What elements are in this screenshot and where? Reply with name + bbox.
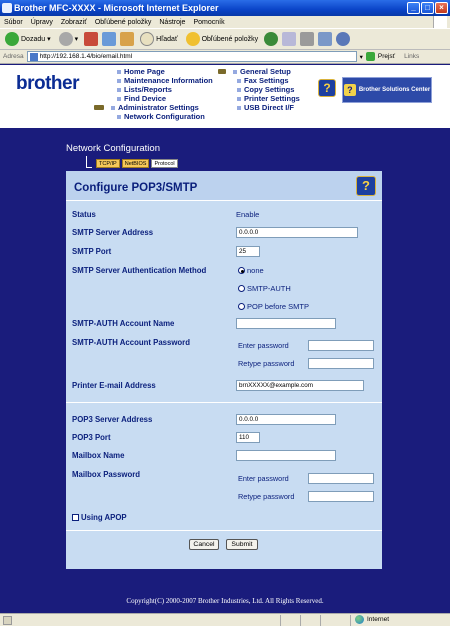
smtp-auth-retype-input[interactable] bbox=[308, 358, 374, 369]
mailbox-name-label: Mailbox Name bbox=[72, 451, 125, 460]
solutions-center-button[interactable] bbox=[342, 77, 432, 103]
nav-label: Maintenance Information bbox=[124, 76, 213, 85]
smtp-auth-name-label: SMTP-AUTH Account Name bbox=[72, 319, 175, 328]
radio-label: POP before SMTP bbox=[247, 302, 309, 311]
search-label: Hľadať bbox=[156, 35, 178, 43]
star-icon bbox=[186, 32, 200, 46]
nav-general-setup[interactable] bbox=[218, 67, 300, 76]
cancel-button[interactable]: Cancel bbox=[189, 539, 219, 550]
printer-email-label: Printer E-mail Address bbox=[72, 381, 156, 390]
nav-copy-settings[interactable] bbox=[237, 85, 300, 94]
tab-netbios[interactable]: NetBIOS bbox=[122, 159, 150, 168]
nav-label: General Setup bbox=[240, 67, 291, 76]
window-titlebar bbox=[0, 0, 450, 16]
nav-label: Network Configuration bbox=[124, 112, 205, 121]
radio-label: none bbox=[247, 266, 264, 275]
history-icon[interactable] bbox=[264, 32, 278, 46]
nav-label: Fax Settings bbox=[244, 76, 289, 85]
search-icon bbox=[140, 32, 154, 46]
copyright-text: Copyright(C) 2000-2007 Brother Industries, Ltd. All Rights Reserved. bbox=[126, 597, 324, 605]
pop3-smtp-panel bbox=[66, 171, 382, 569]
bullet-icon bbox=[237, 79, 241, 83]
smtp-port-input[interactable]: 25 bbox=[236, 246, 260, 257]
radio-icon bbox=[238, 285, 245, 292]
smtp-port-label: SMTP Port bbox=[72, 247, 112, 256]
section-divider bbox=[66, 530, 382, 531]
go-button[interactable]: Prejsť bbox=[377, 53, 396, 60]
globe-icon bbox=[355, 615, 364, 624]
bullet-icon bbox=[117, 115, 121, 119]
nav-left bbox=[117, 67, 213, 121]
links-button[interactable]: Links bbox=[404, 53, 420, 60]
web-content bbox=[0, 65, 450, 613]
page-status-icon bbox=[3, 616, 12, 625]
smtp-auth-password-input[interactable] bbox=[308, 340, 374, 351]
smtp-auth-password-label: SMTP-AUTH Account Password bbox=[72, 338, 190, 347]
favorites-button[interactable] bbox=[184, 30, 261, 48]
bullet-icon bbox=[111, 106, 115, 110]
refresh-icon[interactable] bbox=[102, 32, 116, 46]
bullet-icon bbox=[117, 70, 121, 74]
back-button[interactable] bbox=[3, 30, 53, 48]
messenger-icon[interactable] bbox=[336, 32, 350, 46]
radio-label: SMTP-AUTH bbox=[247, 284, 291, 293]
nav-label: Home Page bbox=[124, 67, 165, 76]
nav-label: USB Direct I/F bbox=[244, 103, 295, 112]
forward-arrow-icon bbox=[59, 32, 73, 46]
back-label: Dozadu bbox=[21, 35, 46, 43]
pop3-port-input[interactable]: 110 bbox=[236, 432, 260, 443]
nav-administrator-settings[interactable] bbox=[94, 103, 213, 112]
section-divider bbox=[66, 402, 382, 403]
bullet-icon bbox=[237, 88, 241, 92]
arrow-right-icon bbox=[94, 105, 104, 110]
mailbox-password-label: Mailbox Password bbox=[72, 470, 141, 479]
menu-view[interactable]: Zobraziť bbox=[60, 18, 87, 26]
smtp-server-input[interactable]: 0.0.0.0 bbox=[236, 227, 358, 238]
auth-none-radio[interactable] bbox=[238, 266, 264, 275]
retype-password-label: Retype password bbox=[238, 359, 295, 368]
back-arrow-icon bbox=[5, 32, 19, 46]
stop-icon[interactable] bbox=[84, 32, 98, 46]
go-arrow-icon[interactable] bbox=[366, 52, 375, 61]
pop3-port-label: POP3 Port bbox=[72, 433, 111, 442]
chevron-down-icon[interactable]: ▾ bbox=[74, 36, 79, 43]
maximize-button[interactable]: □ bbox=[421, 2, 434, 14]
auth-method-label: SMTP Server Authentication Method bbox=[72, 266, 207, 275]
checkbox-icon bbox=[72, 514, 79, 521]
printer-email-input[interactable]: brnXXXXX@example.com bbox=[236, 380, 364, 391]
smtp-server-label: SMTP Server Address bbox=[72, 228, 154, 237]
address-bar bbox=[0, 50, 450, 64]
panel-header bbox=[66, 171, 382, 201]
mailbox-name-input[interactable] bbox=[236, 450, 336, 461]
menu-tools[interactable]: Nástroje bbox=[159, 18, 186, 26]
tab-protocol[interactable]: Protocol bbox=[151, 159, 177, 168]
status-cell bbox=[320, 615, 321, 626]
smtp-auth-name-input[interactable] bbox=[236, 318, 336, 329]
nav-home-page[interactable] bbox=[117, 67, 213, 76]
chevron-down-icon[interactable]: ▾ bbox=[359, 53, 363, 61]
radio-icon bbox=[238, 303, 245, 310]
mail-icon[interactable] bbox=[282, 32, 296, 46]
home-icon[interactable] bbox=[120, 32, 134, 46]
using-apop-checkbox[interactable] bbox=[72, 513, 127, 522]
bullet-icon bbox=[237, 97, 241, 101]
nav-network-configuration[interactable] bbox=[117, 112, 213, 121]
nav-usb-direct-if[interactable] bbox=[237, 103, 300, 112]
nav-label: Lists/Reports bbox=[124, 85, 172, 94]
forward-button[interactable] bbox=[57, 30, 81, 48]
panel-title: Configure POP3/SMTP bbox=[74, 182, 198, 194]
enter-password-label: Enter password bbox=[238, 474, 289, 483]
nav-maintenance-information[interactable] bbox=[117, 76, 213, 85]
bullet-icon bbox=[237, 106, 241, 110]
bullet-icon bbox=[117, 88, 121, 92]
help-icon[interactable]: ? bbox=[318, 79, 336, 97]
ie-icon bbox=[2, 3, 12, 13]
solutions-label: Brother Solutions Center bbox=[358, 87, 431, 93]
chevron-down-icon[interactable]: ▾ bbox=[47, 36, 51, 43]
menu-file[interactable]: Súbor bbox=[4, 18, 23, 26]
windows-logo-icon bbox=[433, 16, 447, 28]
status-label: Status bbox=[72, 210, 96, 219]
status-cell bbox=[350, 615, 351, 626]
nav-find-device[interactable] bbox=[117, 94, 213, 103]
status-bar bbox=[0, 613, 450, 626]
auth-pop-before-smtp-radio[interactable] bbox=[238, 302, 309, 311]
status-cell bbox=[280, 615, 281, 626]
nav-label: Copy Settings bbox=[244, 85, 295, 94]
tab-tcp-ip[interactable]: TCP/IP bbox=[96, 159, 120, 168]
radio-selected-icon bbox=[238, 267, 245, 274]
zone-label: Internet bbox=[367, 616, 390, 623]
retype-password-label: Retype password bbox=[238, 492, 295, 501]
protocol-tabs bbox=[96, 159, 178, 168]
bullet-icon bbox=[117, 97, 121, 101]
menu-help[interactable]: Pomocník bbox=[193, 18, 225, 26]
edit-icon[interactable] bbox=[318, 32, 332, 46]
nav-label: Find Device bbox=[124, 94, 167, 103]
arrow-right-icon bbox=[218, 69, 226, 74]
favorites-label: Obľúbené položky bbox=[201, 35, 259, 43]
address-label: Adresa bbox=[3, 53, 24, 60]
browser-toolbar bbox=[0, 28, 450, 50]
page-title: Network Configuration bbox=[66, 143, 160, 154]
pop3-server-label: POP3 Server Address bbox=[72, 415, 153, 424]
bullet-icon bbox=[233, 70, 237, 74]
search-button[interactable] bbox=[138, 30, 179, 48]
nav-printer-settings[interactable] bbox=[237, 94, 300, 103]
nav-label: Printer Settings bbox=[244, 94, 300, 103]
mailbox-retype-input[interactable] bbox=[308, 491, 374, 502]
menu-favorites[interactable]: Obľúbené položky bbox=[94, 18, 152, 26]
tree-connector bbox=[86, 156, 92, 168]
page-header bbox=[0, 65, 450, 128]
bullet-icon bbox=[117, 79, 121, 83]
enter-password-label: Enter password bbox=[238, 341, 289, 350]
page-icon bbox=[30, 53, 38, 61]
status-value: Enable bbox=[236, 210, 260, 219]
submit-button[interactable]: Submit bbox=[226, 539, 258, 550]
close-button[interactable]: × bbox=[435, 2, 448, 14]
nav-fax-settings[interactable] bbox=[237, 76, 300, 85]
menu-edit[interactable]: Úpravy bbox=[30, 18, 53, 26]
help-icon[interactable]: ? bbox=[356, 176, 376, 196]
help-icon: ? bbox=[344, 84, 356, 96]
nav-lists-reports[interactable] bbox=[117, 85, 213, 94]
address-url: http://192.168.1.4/bio/email.html bbox=[39, 53, 133, 60]
nav-label: Administrator Settings bbox=[118, 103, 199, 112]
security-zone bbox=[355, 615, 389, 624]
minimize-button[interactable]: _ bbox=[407, 2, 420, 14]
print-icon[interactable] bbox=[300, 32, 314, 46]
status-cell bbox=[300, 615, 301, 626]
pop3-server-input[interactable]: 0.0.0.0 bbox=[236, 414, 336, 425]
mailbox-password-input[interactable] bbox=[308, 473, 374, 484]
address-input[interactable] bbox=[27, 51, 357, 62]
brother-logo[interactable]: brother bbox=[16, 73, 79, 94]
nav-right bbox=[218, 67, 300, 112]
window-title: Brother MFC-XXXX - Microsoft Internet Explorer bbox=[14, 3, 219, 13]
auth-smtp-auth-radio[interactable] bbox=[238, 284, 291, 293]
checkbox-label: Using APOP bbox=[81, 513, 127, 522]
menu-bar bbox=[0, 16, 450, 28]
